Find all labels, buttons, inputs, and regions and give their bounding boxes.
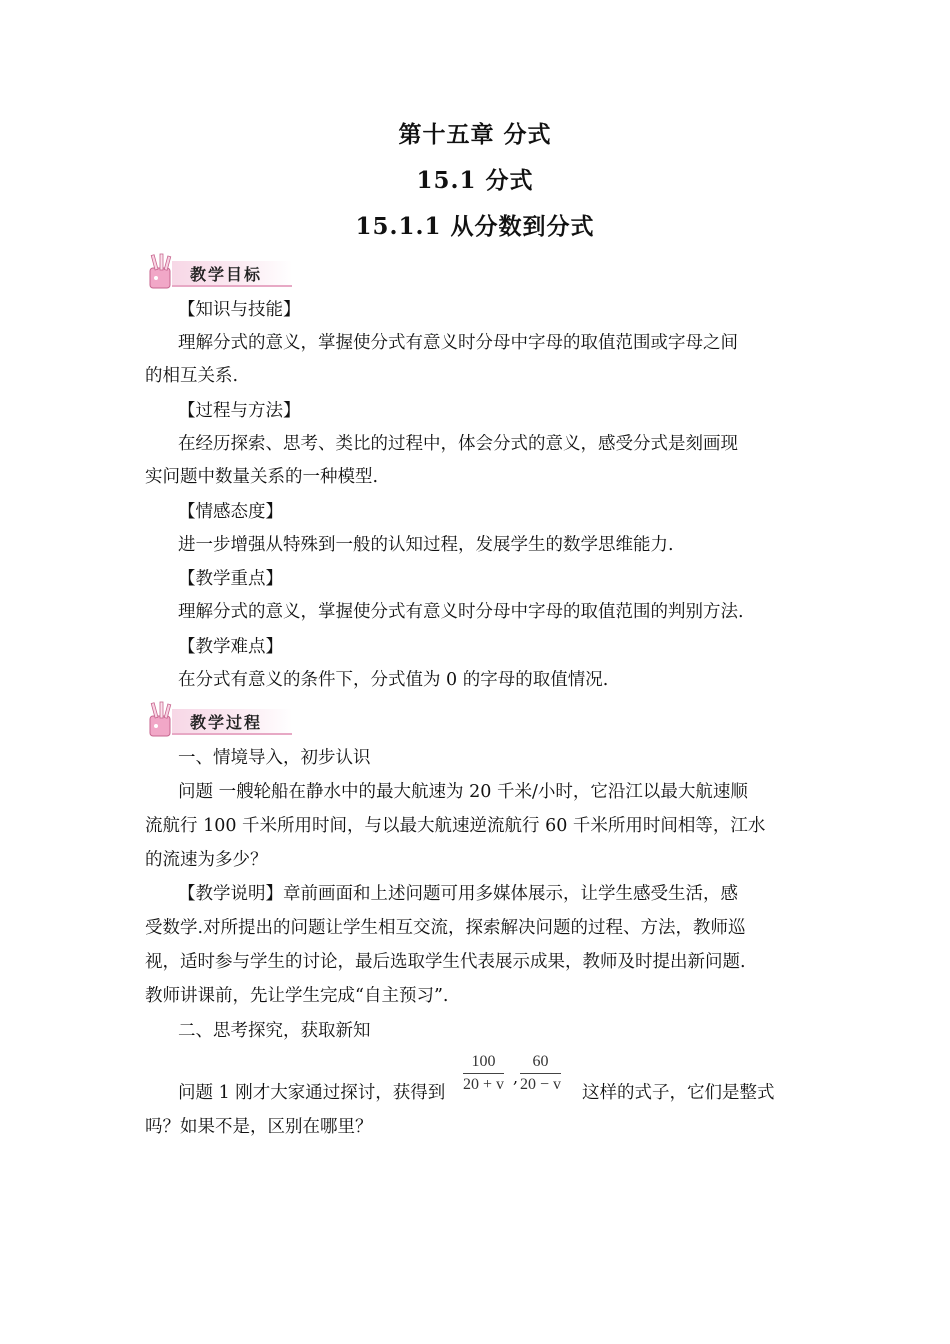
question1-line2: 吗？如果不是，区别在哪里？ [145,1117,373,1137]
knowledge-text-1: 理解分式的意义，掌握使分式有意义时分母中字母的取值范围或字母之间 [178,333,738,353]
question1-prefix: 问题 1 刚才大家通过探讨，获得到 [178,1083,446,1103]
method-heading: 【过程与方法】 [178,401,301,421]
fraction-numerator: 60 [520,1053,561,1074]
fraction-60-over-20-minus-v [520,1053,561,1094]
chapter-title: 第十五章 分式 [398,121,552,148]
process-badge [144,700,294,738]
teaching-note-2: 受数学.对所提出的问题让学生相互交流，探索解决问题的过程、方法，教师巡 [145,918,746,938]
fraction-numerator: 100 [463,1053,504,1074]
knowledge-text-2: 的相互关系. [145,366,239,386]
emotion-heading: 【情感态度】 [178,502,283,522]
key-point-heading: 【教学重点】 [178,569,283,589]
difficulty-text: 在分式有意义的条件下，分式值为 0 的字母的取值情况. [178,670,609,690]
difficulty-heading: 【教学难点】 [178,637,283,657]
method-text-2: 实问题中数量关系的一种模型. [145,467,379,487]
pencil-cup-icon [144,700,184,740]
problem-text-1: 问题 一艘轮船在静水中的最大航速为 20 千米/小时，它沿江以最大航速顺 [178,782,748,802]
fraction-denominator: 20 − v [520,1076,562,1093]
process-badge-label: 教学过程 [190,713,263,732]
goals-badge-label: 教学目标 [190,265,263,284]
section-title: 15.1 分式 [416,167,534,194]
problem-text-3: 的流速为多少？ [145,850,268,870]
fraction-separator: , [513,1068,519,1087]
teaching-note-4: 教师讲课前，先让学生完成“自主预习”. [145,986,449,1006]
problem-text-2: 流航行 100 千米所用时间，与以最大航速逆流航行 60 千米所用时间相等，江水 [145,816,766,836]
fraction-100-over-20-plus-v [463,1053,504,1094]
part1-heading: 一、情境导入，初步认识 [178,748,371,768]
teaching-note-3: 视，适时参与学生的讨论，最后选取学生代表展示成果，教师及时提出新问题. [145,952,746,972]
fraction-denominator: 20 + v [463,1076,505,1093]
emotion-text-1: 进一步增强从特殊到一般的认知过程，发展学生的数学思维能力. [178,535,674,555]
part2-heading: 二、思考探究，获取新知 [178,1021,371,1041]
knowledge-heading: 【知识与技能】 [178,300,301,320]
pencil-cup-icon [144,252,184,292]
question1-suffix: 这样的式子，它们是整式 [582,1083,775,1103]
method-text-1: 在经历探索、思考、类比的过程中，体会分式的意义，感受分式是刻画现 [178,434,738,454]
teaching-note-1: 【教学说明】章前画面和上述问题可用多媒体展示，让学生感受生活，感 [178,884,738,904]
key-point-text: 理解分式的意义，掌握使分式有意义时分母中字母的取值范围的判别方法. [178,602,744,622]
subsection-title: 15.1.1 从分数到分式 [355,213,595,240]
goals-badge [144,252,294,290]
